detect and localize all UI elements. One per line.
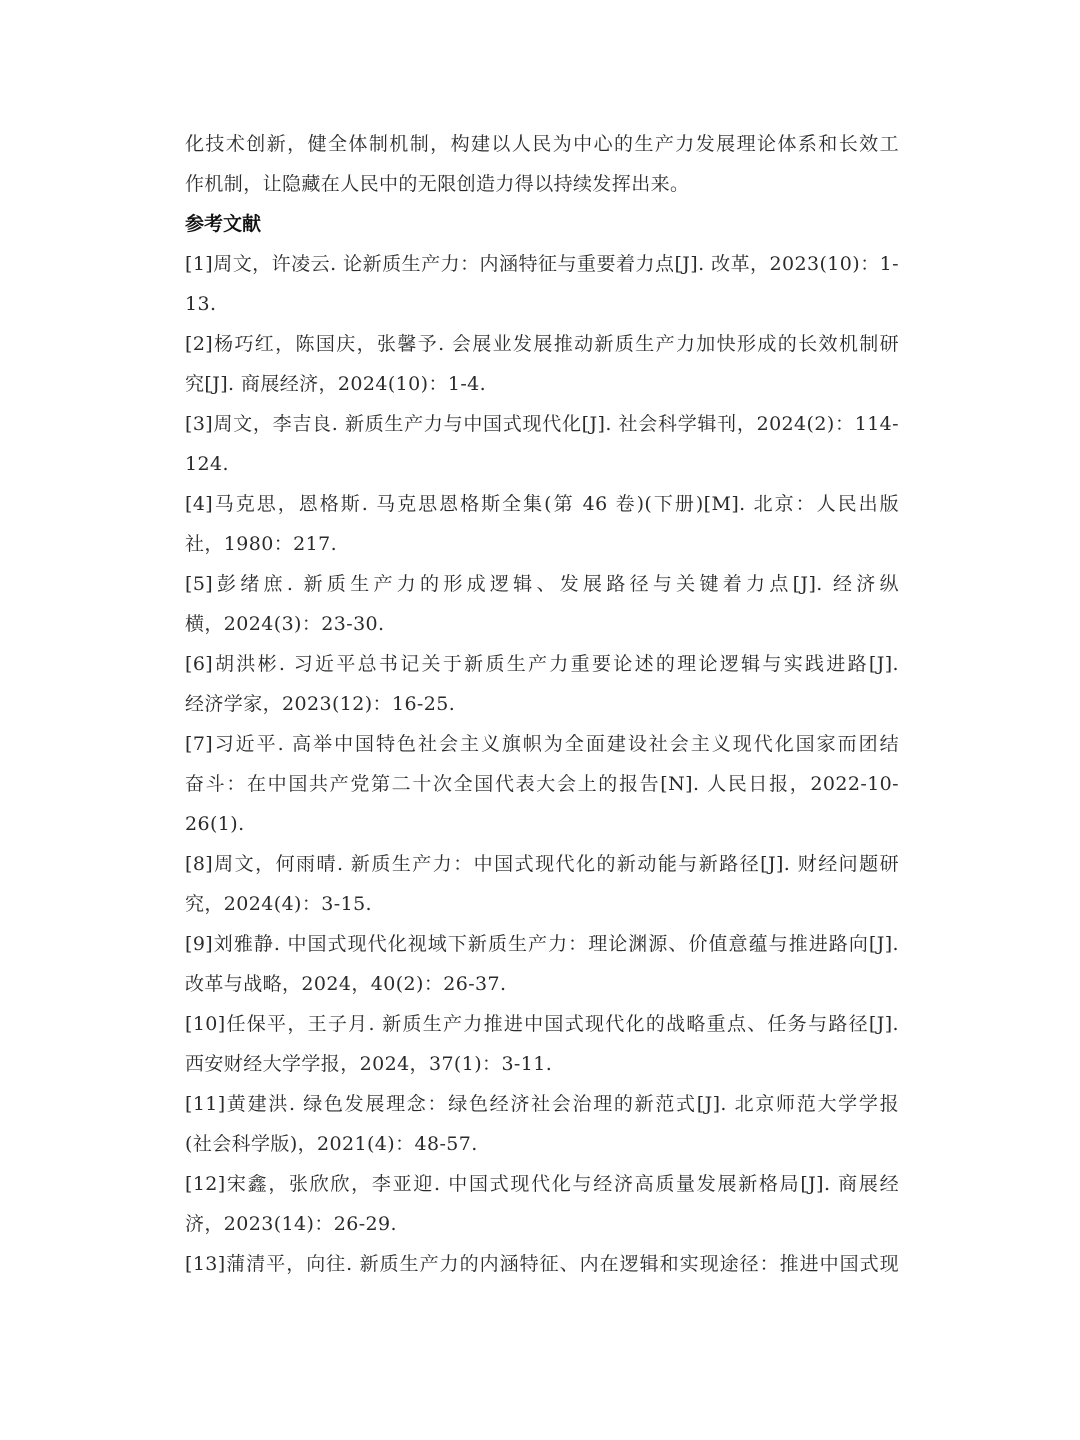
reference-line: 横，2024(3)：23-30. [185, 613, 385, 635]
reference-line: 究，2024(4)：3-15. [185, 893, 372, 915]
document-page [185, 124, 899, 1284]
reference-item-13 [185, 1244, 899, 1284]
reference-line: [3]周文，李吉良. 新质生产力与中国式现代化[J]. 社会科学辑刊，2024(2)：114- [185, 413, 899, 435]
reference-line: 奋斗：在中国共产党第二十次全国代表大会上的报告[N]. 人民日报，2022-10- [185, 773, 899, 795]
reference-line: 济，2023(14)：26-29. [185, 1213, 397, 1235]
reference-line: 社，1980：217. [185, 533, 338, 555]
reference-list [185, 244, 899, 1284]
reference-line: 13. [185, 293, 217, 315]
body-paragraph [185, 124, 899, 204]
body-line: 作机制，让隐藏在人民中的无限创造力得以持续发挥出来。 [185, 173, 690, 195]
body-line: 化技术创新，健全体制机制，构建以人民为中心的生产力发展理论体系和长效工 [185, 133, 899, 155]
reference-line: (社会科学版)，2021(4)：48-57. [185, 1133, 478, 1155]
reference-item-7 [185, 724, 899, 844]
reference-line: [10]任保平，王子月. 新质生产力推进中国式现代化的战略重点、任务与路径[J]. [185, 1013, 899, 1035]
reference-line: 改革与战略，2024，40(2)：26-37. [185, 973, 507, 995]
reference-item-9 [185, 924, 899, 1004]
reference-line: 26(1). [185, 813, 245, 835]
reference-line: [7]习近平. 高举中国特色社会主义旗帜为全面建设社会主义现代化国家而团结 [185, 733, 899, 755]
reference-item-11 [185, 1084, 899, 1164]
reference-item-6 [185, 644, 899, 724]
reference-item-3 [185, 404, 899, 484]
reference-line: [1]周文，许凌云. 论新质生产力：内涵特征与重要着力点[J]. 改革，2023(10)：1- [185, 253, 899, 275]
reference-item-4 [185, 484, 899, 564]
references-heading: 参考文献 [185, 213, 262, 235]
reference-line: [13]蒲清平，向往. 新质生产力的内涵特征、内在逻辑和实现途径：推进中国式现 [185, 1253, 899, 1275]
reference-item-2 [185, 324, 899, 404]
reference-line: 经济学家，2023(12)：16-25. [185, 693, 456, 715]
reference-line: [2]杨巧红，陈国庆，张馨予. 会展业发展推动新质生产力加快形成的长效机制研 [185, 333, 899, 355]
reference-item-8 [185, 844, 899, 924]
reference-line: [5]彭绪庶. 新质生产力的形成逻辑、发展路径与关键着力点[J]. 经济纵 [185, 573, 899, 595]
reference-line: [12]宋鑫，张欣欣，李亚迎. 中国式现代化与经济高质量发展新格局[J]. 商展经 [185, 1173, 899, 1195]
reference-item-5 [185, 564, 899, 644]
reference-line: 究[J]. 商展经济，2024(10)：1-4. [185, 373, 487, 395]
reference-line: 124. [185, 453, 229, 475]
reference-line: [8]周文，何雨晴. 新质生产力：中国式现代化的新动能与新路径[J]. 财经问题研 [185, 853, 899, 875]
reference-line: [4]马克思，恩格斯. 马克思恩格斯全集(第 46 卷)(下册)[M]. 北京：人民出版 [185, 493, 899, 515]
reference-item-10 [185, 1004, 899, 1084]
reference-line: [11]黄建洪. 绿色发展理念：绿色经济社会治理的新范式[J]. 北京师范大学学报 [185, 1093, 899, 1115]
reference-line: 西安财经大学学报，2024，37(1)：3-11. [185, 1053, 553, 1075]
reference-item-1 [185, 244, 899, 324]
reference-item-12 [185, 1164, 899, 1244]
reference-line: [9]刘雅静. 中国式现代化视域下新质生产力：理论渊源、价值意蕴与推进路向[J]. [185, 933, 899, 955]
reference-line: [6]胡洪彬. 习近平总书记关于新质生产力重要论述的理论逻辑与实践进路[J]. [185, 653, 899, 675]
